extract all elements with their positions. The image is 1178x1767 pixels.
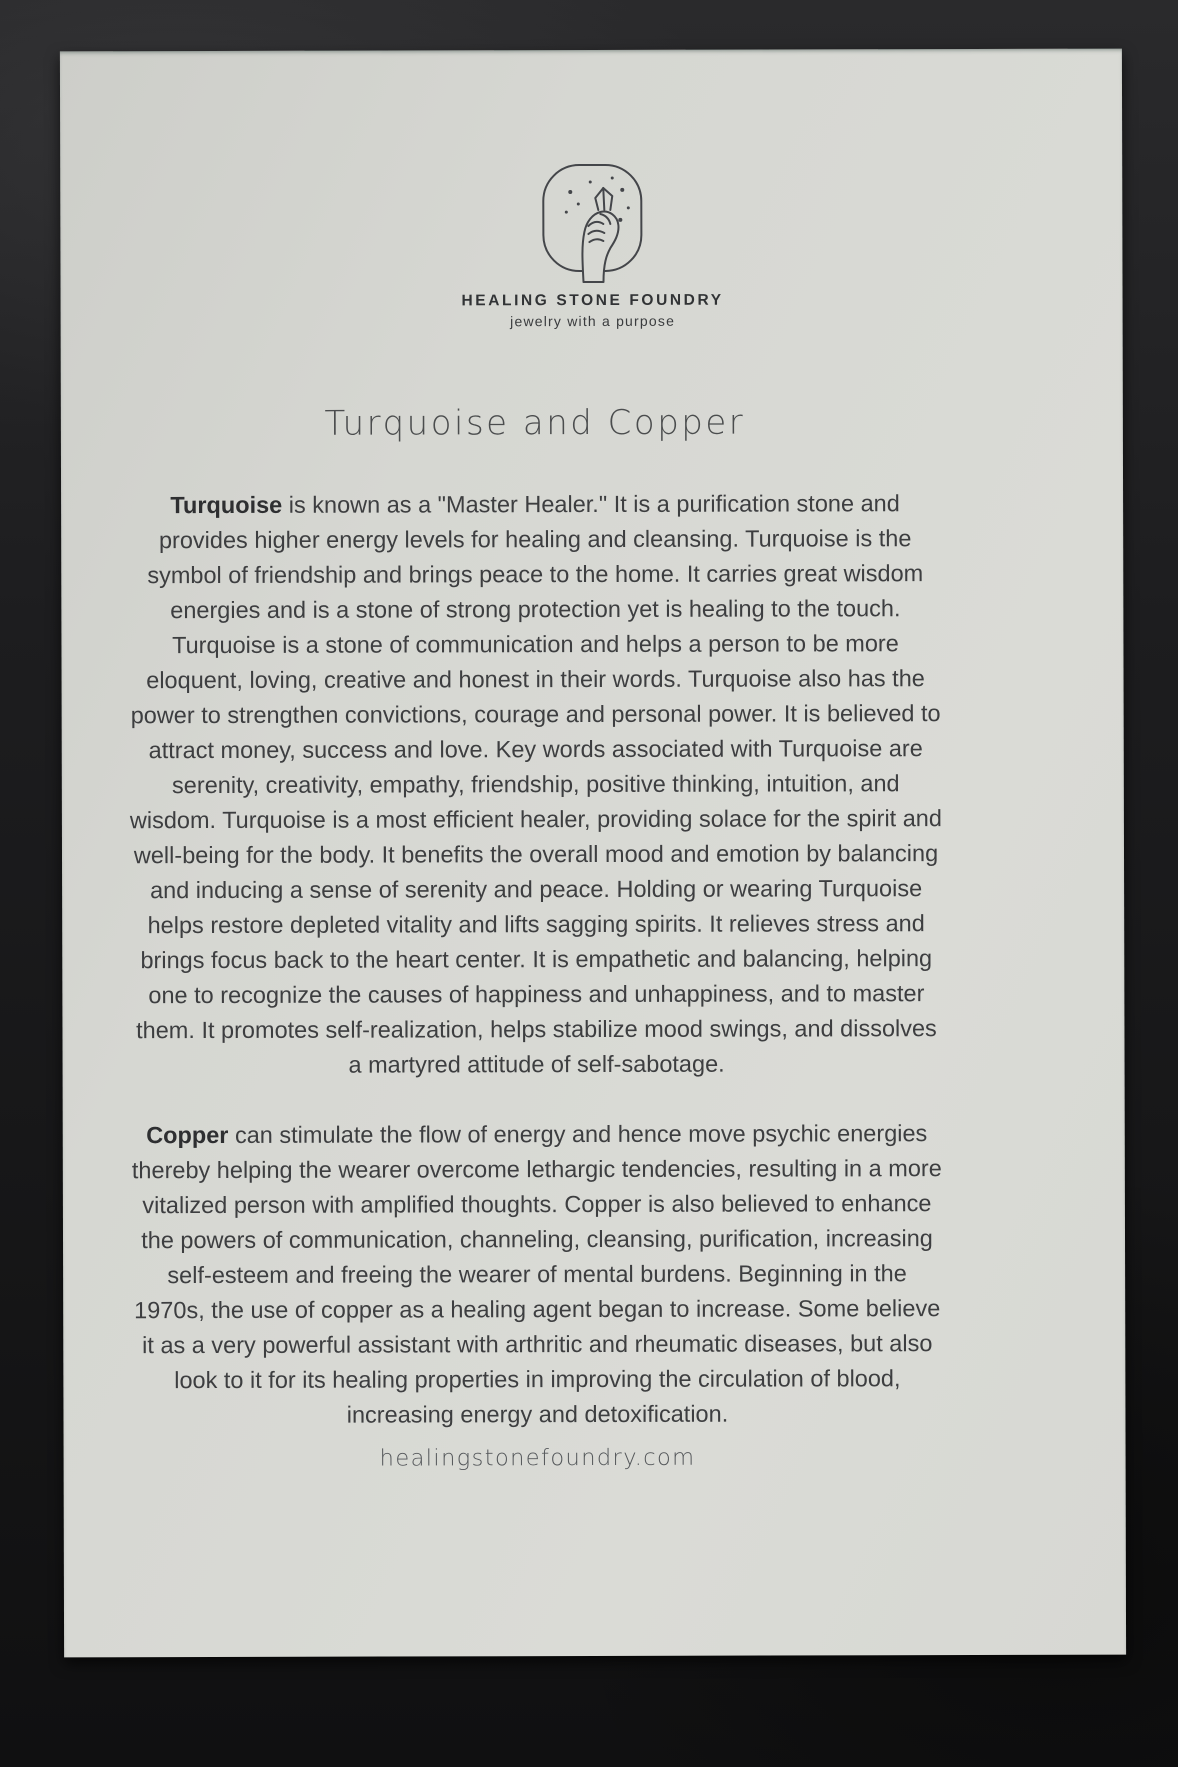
card-content xyxy=(126,49,946,1472)
brand-tagline: jewelry with a purpose xyxy=(510,312,676,330)
copper-lead-word: Copper xyxy=(146,1121,229,1149)
paragraph-turquoise xyxy=(127,486,945,1083)
website-footer: healingstonefoundry.com xyxy=(379,1444,696,1472)
turquoise-lead-word: Turquoise xyxy=(170,491,283,519)
paragraph-copper xyxy=(129,1116,946,1433)
brand-name: HEALING STONE FOUNDRY xyxy=(461,291,724,310)
copper-body-text: can stimulate the flow of energy and hence move psychic energies thereby helping the wearer overcome lethargic tendencies, resulting in a more vitalized person with amplified thoughts. Copper is also believed to enhance the powers of communication, channeling, cleansing, purification, increasing self-esteem and freeing the wearer of mental burdens. Beginning in the 1970s, the use of copper as a healing agent began to increase. Some believe it as a very powerful assistant with arthritic and rheumatic diseases, but also look to it for its healing properties in improving the circulation of blood, increasing energy and detoxification. xyxy=(131,1120,942,1428)
logo xyxy=(184,161,1000,330)
turquoise-body-text: is known as a "Master Healer." It is a purification stone and provides higher energy levels for healing and cleansing. Turquoise is the symbol of friendship and brings peace to the home. It carries great wisdom energies and is a stone of strong protection yet is healing to the touch. Turquoise is a stone of communication and helps a person to be more eloquent, loving, creative and honest in their words. Turquoise also has the power to strengthen convictions, courage and personal power. It is believed to attract money, success and love. Key words associated with Turquoise are serenity, creativity, empathy, friendship, positive thinking, intuition, and wisdom. Turquoise is a most efficient healer, providing solace for the spirit and well-being for the body. It benefits the overall mood and emotion by balancing and inducing a sense of serenity and peace. Holding or wearing Turquoise helps restore depleted vitality and lifts sagging spirits. It relieves stress and brings focus back to the heart center. It is empathetic and balancing, helping one to recognize the causes of happiness and unhappiness, and to master them. It promotes self-realization, helps stabilize mood swings, and dissolves a martyred attitude of self-sabotage. xyxy=(129,490,942,1078)
hand-holding-crystal-icon xyxy=(540,162,644,286)
page-title: Turquoise and Copper xyxy=(324,402,746,444)
info-card xyxy=(60,49,1126,1658)
